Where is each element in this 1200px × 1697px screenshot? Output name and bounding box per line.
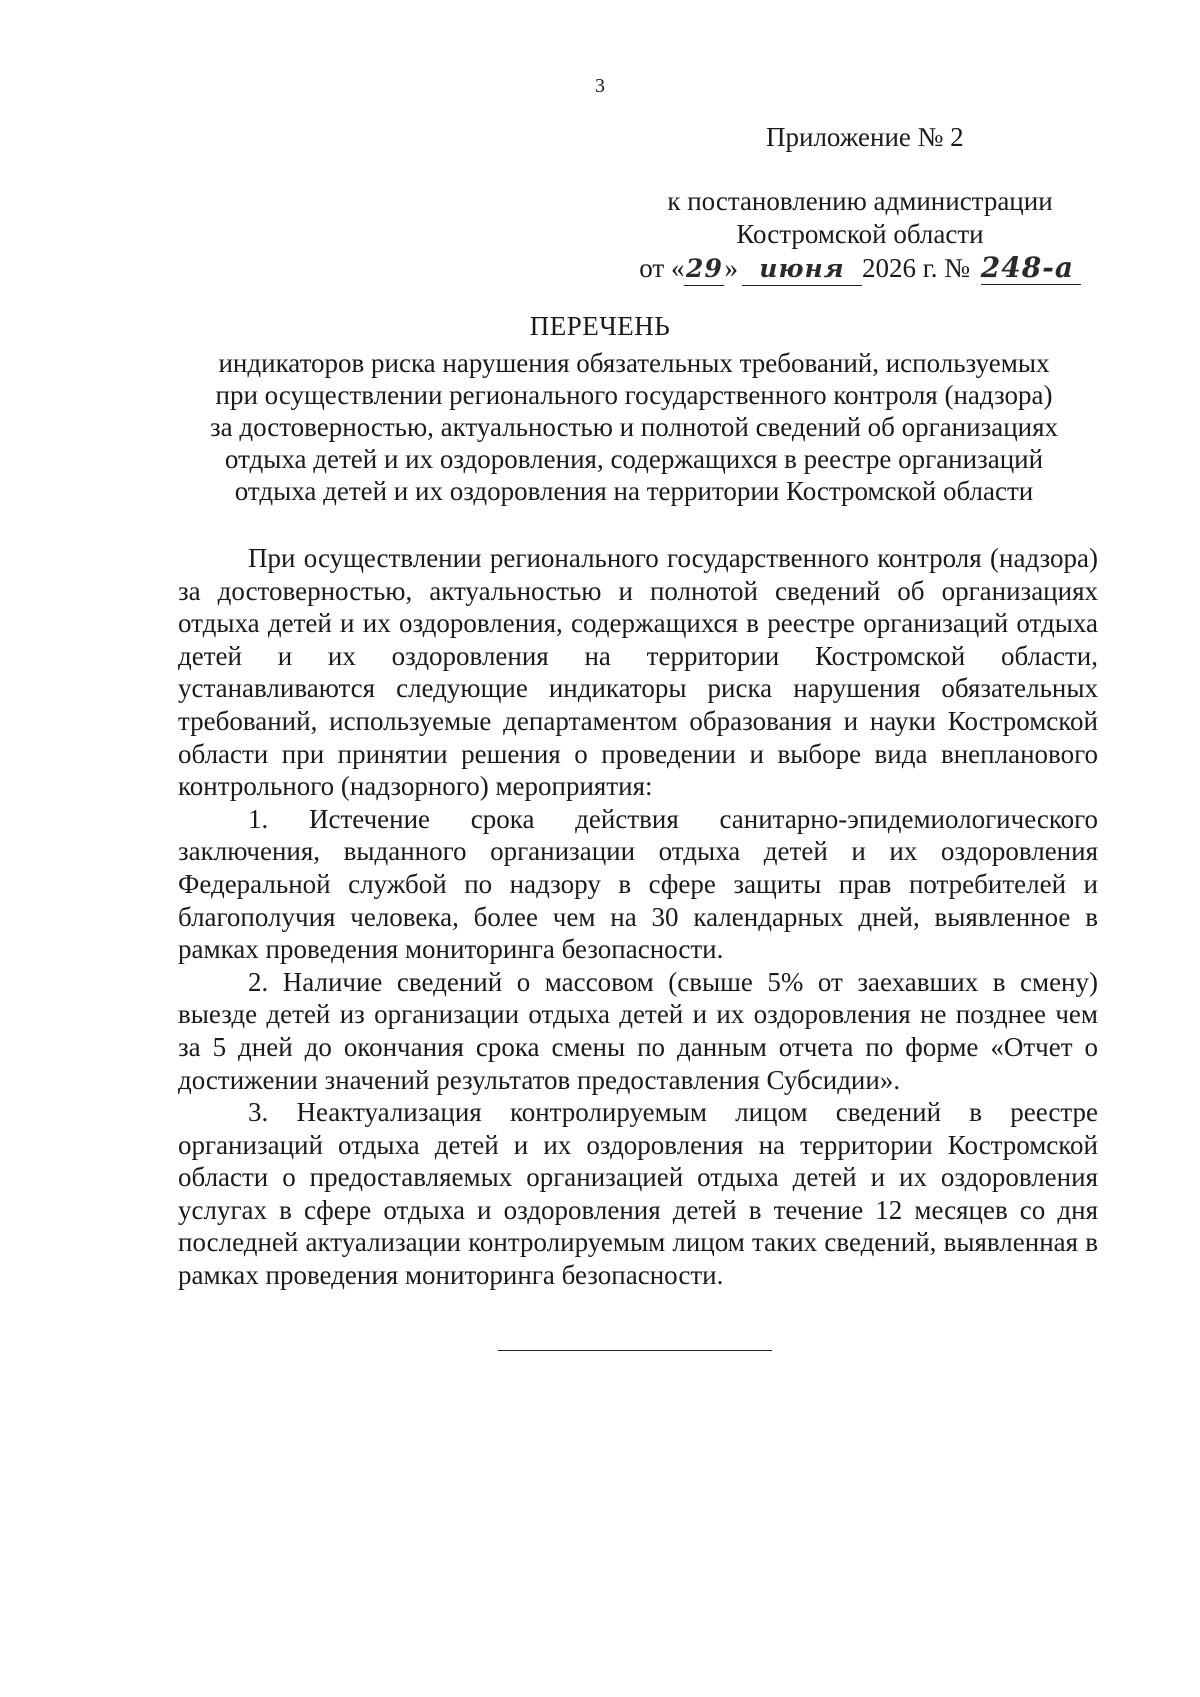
document-subtitle xyxy=(170,347,1098,507)
intro-paragraph: При осуществлении регионального государственного контроля (надзора) за достоверностью, актуальностью и полнотой сведений об организациях отдыха детей и их оздоровления, содержащихся в реестре организаций отдыха детей и их оздоровления на территории Костромской области, устанавливаются следующие индикаторы риска нарушения обязательных требований, используемые департаментом образования и науки Костромской области при принятии решения о проведении и выборе вида внепланового контрольного (надзорного) мероприятия: xyxy=(178,543,1098,802)
date-prefix: от « xyxy=(639,253,685,283)
handwritten-number: 248-а xyxy=(981,251,1081,285)
indicator-item-2: 2. Наличие сведений о массовом (свыше 5% от заехавших в смену) выезде детей из организации отдыха детей и их оздоровления не позднее чем за 5 дней до окончания срока смены по данным отчета по форме «Отчет о достижении значений результатов предоставления Субсидии». xyxy=(178,966,1098,1095)
subtitle-line: отдыха детей и их оздоровления на территории Костромской области xyxy=(234,476,1034,506)
approval-line-2: Костромской области xyxy=(736,219,984,249)
subtitle-line: индикаторов риска нарушения обязательных требований, используемых xyxy=(218,348,1050,378)
subtitle-line: при осуществлении регионального государственного контроля (надзора) xyxy=(215,380,1053,410)
subtitle-line: отдыха детей и их оздоровления, содержащихся в реестре организаций xyxy=(224,444,1044,474)
indicator-item-3: 3. Неактуализация контролируемым лицом сведений в реестре организаций отдыха детей и их оздоровления на территории Костромской области о предоставляемых организацией отдыха детей и их оздоровления услугах в сфере отдыха и оздоровления детей в течение 12 месяцев со дня последней актуализации контролируемым лицом таких сведений, выявленная в рамках проведения мониторинга безопасности. xyxy=(178,1097,1098,1291)
approval-block xyxy=(620,185,1100,286)
appendix-title: Приложение № 2 xyxy=(766,122,964,152)
date-day-suffix: » xyxy=(724,253,738,283)
approval-line-1: к постановлению администрации xyxy=(667,186,1053,216)
subtitle-line: за достоверностью, актуальностью и полнотой сведений об организациях xyxy=(209,412,1059,442)
handwritten-month: июня xyxy=(742,252,862,286)
indicator-item-1: 1. Истечение срока действия санитарно-эпидемиологического заключения, выданного организации отдыха детей и их оздоровления Федеральной службой по надзору в сфере защиты прав потребителей и благополучия человека, более чем на 30 календарных дней, выявленное в рамках проведения мониторинга безопасности. xyxy=(178,803,1098,965)
document-body xyxy=(178,542,1098,1292)
handwritten-day: 29 xyxy=(684,252,724,286)
date-year: 2026 г. № xyxy=(861,253,970,283)
approval-date-line xyxy=(620,251,1100,286)
end-separator-line xyxy=(498,1350,772,1351)
page-number: 3 xyxy=(595,75,605,97)
document-title: ПЕРЕЧЕНЬ xyxy=(529,311,671,341)
